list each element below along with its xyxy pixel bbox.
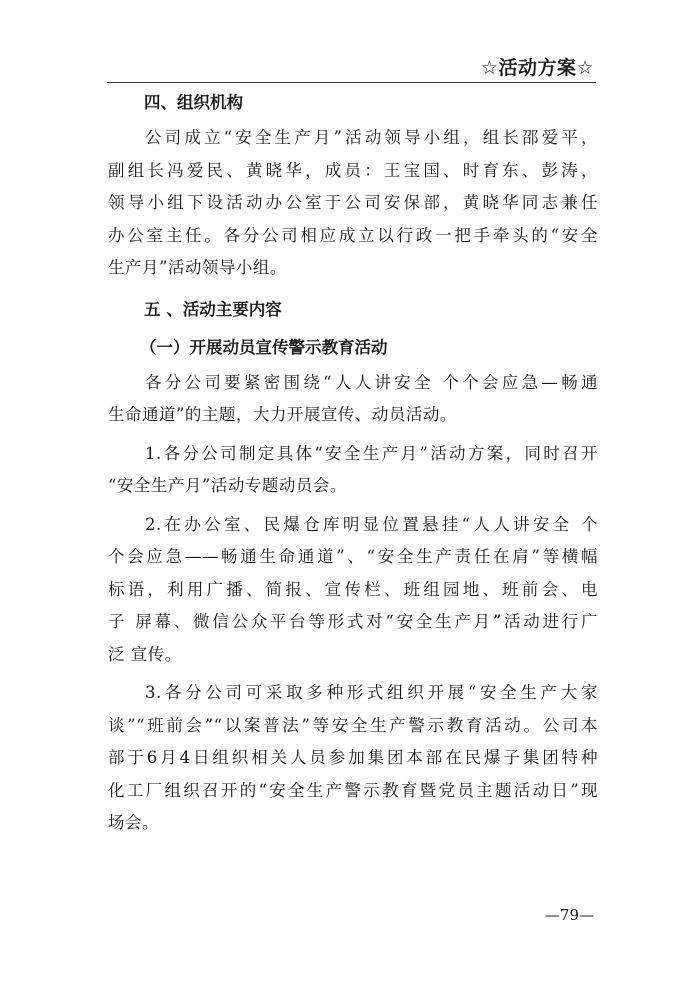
section-heading-organization: 四、组织机构 (144, 93, 243, 112)
text-line: 公司成立“安全生产月”活动领导小组，组长邵爱平， (145, 128, 598, 147)
text-line: 3.各分公司可采取多种形式组织开展“安全生产大家 (145, 683, 598, 702)
text-line: 1.各分公司制定具体“安全生产月”活动方案，同时召开 (145, 443, 598, 463)
text-line: 2.在办公室、民爆仓库明显位置悬挂“人人讲安全 个 (145, 514, 598, 534)
text-line: 副组长冯爱民、黄晓华，成员：王宝国、时育东、彭涛， (108, 160, 598, 180)
paragraph-item-2 (108, 509, 598, 672)
paragraph-item-1 (108, 438, 598, 503)
text-line: 个会应急——畅通生命通道”、“安全生产责任在肩”等横幅 (108, 547, 598, 566)
text-line: 标语，利用广播、简报、宣传栏、班组园地、班前会、电 (108, 579, 598, 599)
section-heading-main-content: 五 、活动主要内容 (144, 299, 282, 319)
text-line: 办公室主任。各分公司相应成立以行政一把手牵头的“安全 (108, 225, 598, 245)
text-line: 谈”“班前会”“以案普法”等安全生产警示教育活动。公司本 (108, 715, 598, 735)
paragraph-intro (108, 367, 598, 432)
text-line: 部于6月4日组织相关人员参加集团本部在民爆子集团特种 (108, 748, 598, 767)
text-line: 化工厂组织召开的“安全生产警示教育暨党员主题活动日”现 (108, 780, 598, 800)
text-line: 领导小组下设活动办公室于公司安保部，黄晓华同志兼任 (108, 193, 598, 212)
text-line: 生命通道”的主题，大力开展宣传、动员活动。 (108, 405, 457, 424)
subsection-heading-mobilization: （一）开展动员宣传警示教育活动 (140, 337, 388, 357)
text-line: 各分公司要紧密围绕“人人讲安全 个个会应急—畅通 (145, 372, 598, 392)
header-title: ☆活动方案☆ (480, 57, 594, 79)
page-header (107, 56, 596, 83)
text-line: “安全生产月”活动专题动员会。 (108, 476, 347, 495)
text-line: 场会。 (108, 813, 159, 832)
paragraph-organization (108, 122, 598, 285)
paragraph-item-3 (108, 677, 598, 840)
text-line: 生产月”活动领导小组。 (108, 258, 287, 277)
document-body (108, 84, 598, 846)
text-line: 泛 宣传。 (108, 644, 182, 664)
text-line: 子 屏幕、微信公众平台等形式对“安全生产月”活动进行广 (108, 612, 598, 631)
page-number: —79— (544, 906, 594, 924)
